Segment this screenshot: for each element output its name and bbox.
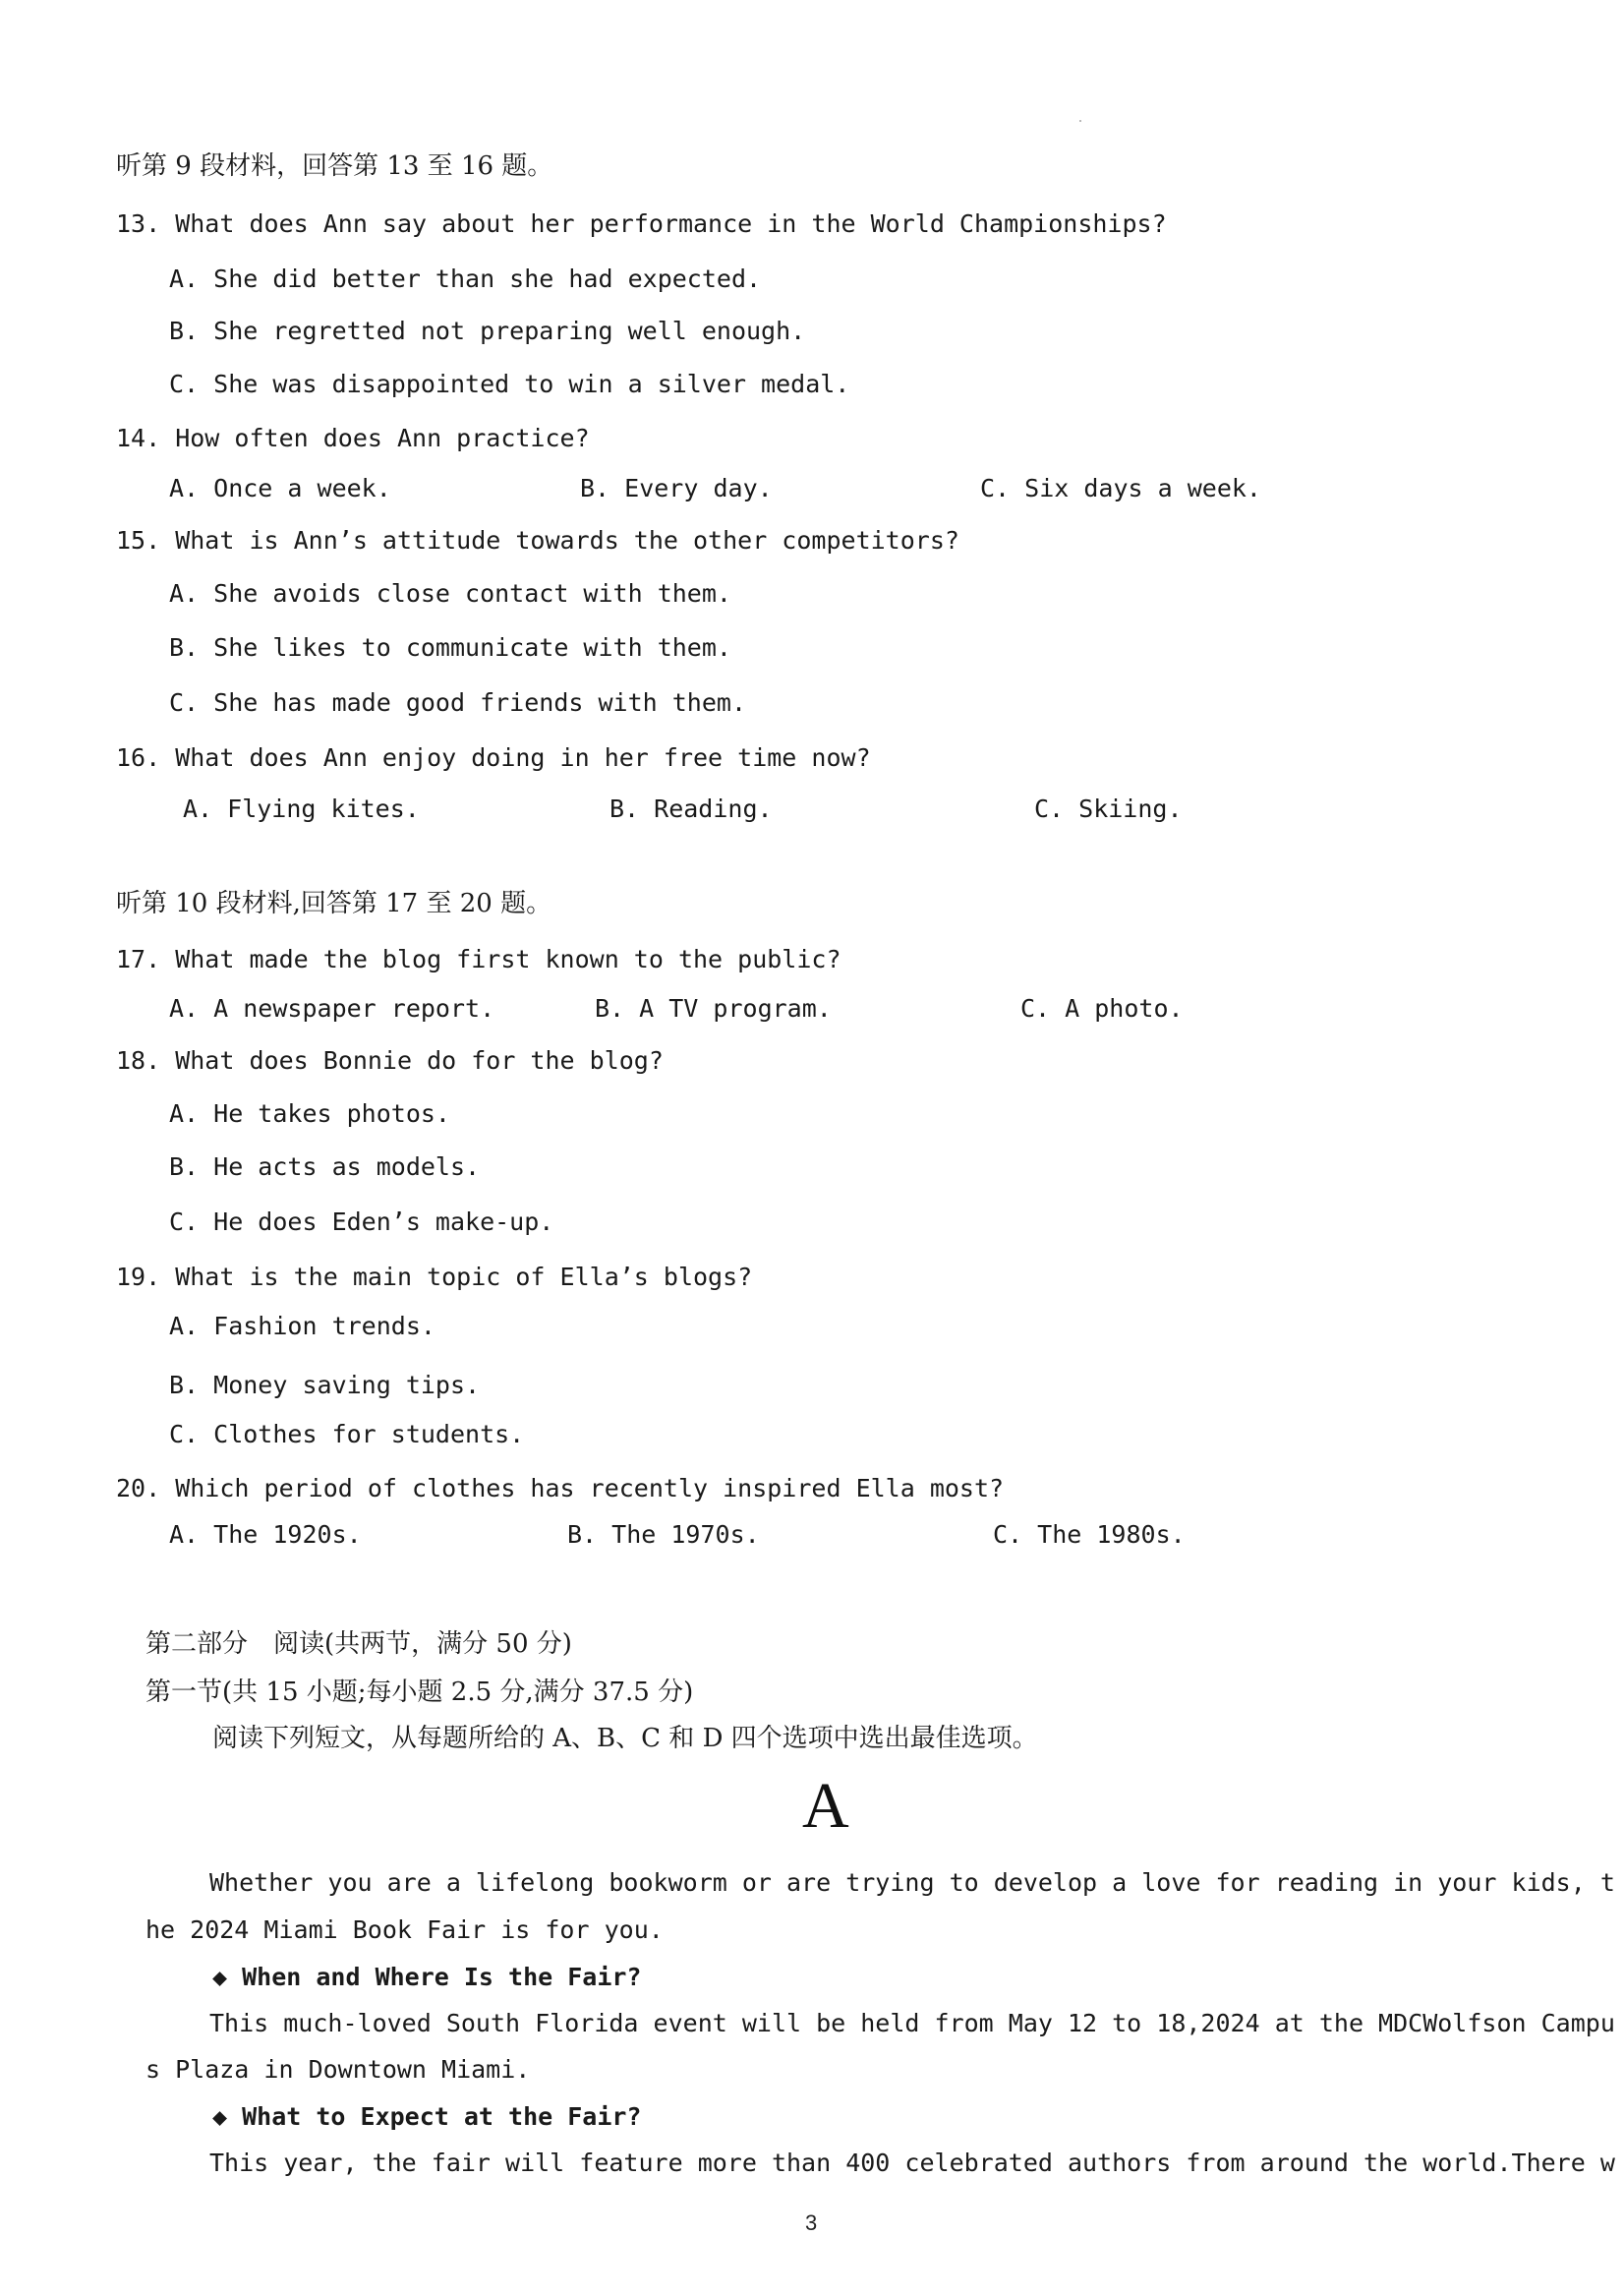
passage-heading-when-where: ◆ When and Where Is the Fair?: [212, 1963, 642, 1991]
passage-heading-what-to-expect: ◆ What to Expect at the Fair?: [212, 2102, 642, 2131]
section10-intro: 听第 10 段材料,回答第 17 至 20 题。: [116, 889, 552, 918]
passage-p3-line1: This year, the fair will feature more than 400 celebrated authors from around the world.There w: [209, 2149, 1615, 2177]
q14-option-a: A. Once a week.: [169, 474, 391, 502]
passage-p1-line2: he 2024 Miami Book Fair is for you.: [145, 1915, 664, 1944]
q18-option-a: A. He takes photos.: [169, 1099, 450, 1128]
q13-option-c: C. She was disappointed to win a silver medal.: [169, 370, 850, 398]
question-15: 15. What is Ann’s attitude towards the other competitors?: [116, 526, 959, 555]
q20-option-a: A. The 1920s.: [169, 1520, 362, 1549]
q19-option-a: A. Fashion trends.: [169, 1312, 435, 1340]
question-19: 19. What is the main topic of Ella’s blogs?: [116, 1263, 753, 1291]
question-18: 18. What does Bonnie do for the blog?: [116, 1046, 664, 1075]
q19-option-b: B. Money saving tips.: [169, 1371, 481, 1399]
question-17: 17. What made the blog first known to the public?: [116, 945, 841, 973]
q15-option-a: A. She avoids close contact with them.: [169, 579, 731, 608]
part2-title: 第二部分 阅读(共两节，满分 50 分): [145, 1629, 572, 1659]
passage-p1-line1: Whether you are a lifelong bookworm or are trying to develop a love for reading in your kids, t: [209, 1868, 1615, 1897]
part2-subtitle: 第一节(共 15 小题;每小题 2.5 分,满分 37.5 分): [145, 1678, 694, 1707]
page-number: 3: [805, 2210, 818, 2235]
q17-option-c: C. A photo.: [1020, 994, 1184, 1023]
question-14: 14. How often does Ann practice?: [116, 424, 590, 452]
q16-option-c: C. Skiing.: [1034, 795, 1183, 823]
q18-option-b: B. He acts as models.: [169, 1152, 481, 1181]
part2-instructions: 阅读下列短文，从每题所给的 A、B、C 和 D 四个选项中选出最佳选项。: [212, 1724, 1038, 1753]
passage-letter: A: [802, 1770, 849, 1842]
q16-option-b: B. Reading.: [609, 795, 773, 823]
passage-p2-line1: This much-loved South Florida event will be held from May 12 to 18,2024 at the MDCWolfson Campu: [209, 2009, 1615, 2037]
q20-option-c: C. The 1980s.: [993, 1520, 1186, 1549]
question-16: 16. What does Ann enjoy doing in her free time now?: [116, 743, 871, 772]
question-13: 13. What does Ann say about her performance in the World Championships?: [116, 209, 1167, 238]
q18-option-c: C. He does Eden’s make-up.: [169, 1207, 554, 1236]
passage-p2-line2: s Plaza in Downtown Miami.: [145, 2055, 531, 2084]
q14-option-b: B. Every day.: [580, 474, 773, 502]
q17-option-b: B. A TV program.: [595, 994, 832, 1023]
q14-option-c: C. Six days a week.: [980, 474, 1261, 502]
scan-speck: [1079, 120, 1081, 122]
q13-option-a: A. She did better than she had expected.: [169, 265, 762, 293]
q15-option-b: B. She likes to communicate with them.: [169, 633, 731, 662]
q20-option-b: B. The 1970s.: [567, 1520, 760, 1549]
q15-option-c: C. She has made good friends with them.: [169, 688, 746, 717]
q16-option-a: A. Flying kites.: [183, 795, 420, 823]
q17-option-a: A. A newspaper report.: [169, 994, 495, 1023]
q13-option-b: B. She regretted not preparing well enough.: [169, 317, 806, 345]
section9-intro: 听第 9 段材料，回答第 13 至 16 题。: [116, 151, 553, 181]
q19-option-c: C. Clothes for students.: [169, 1420, 525, 1448]
question-20: 20. Which period of clothes has recently inspired Ella most?: [116, 1474, 1005, 1502]
